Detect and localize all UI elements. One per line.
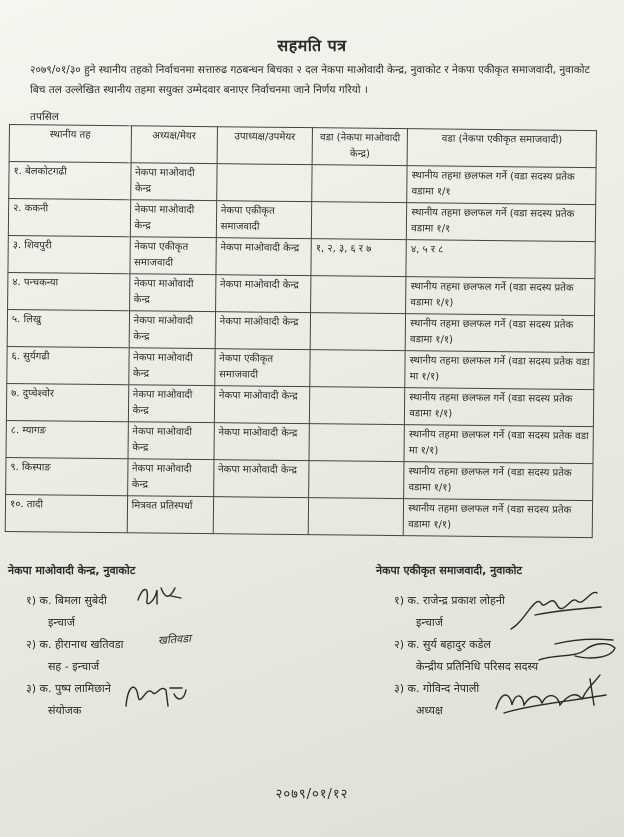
signature-rajendra xyxy=(505,585,605,635)
cell-ward-maoist xyxy=(310,313,406,351)
cell-chair-mayor: नेकपा माओवादी केन्द्र xyxy=(127,459,213,497)
table-row xyxy=(6,383,593,426)
candidate-table xyxy=(5,124,597,538)
cell-local-level: ८. म्यागङ xyxy=(6,420,128,458)
right-signatory-3-role: अध्यक्ष xyxy=(416,704,443,717)
cell-ward-maoist xyxy=(311,202,407,240)
cell-ward-unified: स्थानीय तहमा छलफल गर्ने (वडा सदस्य प्रतेक वडामा १/१ xyxy=(407,166,596,205)
cell-ward-unified: स्थानीय तहमा छलफल गर्ने (वडा सदस्य प्रतेक वडामा १/१) xyxy=(405,314,594,353)
right-signatory-1-role: इन्चार्ज xyxy=(416,616,443,629)
table-row xyxy=(6,420,593,463)
cell-ward-maoist xyxy=(310,387,406,425)
cell-vice-chair: नेकपा माओवादी केन्द्र xyxy=(215,312,311,350)
cell-vice-chair: नेकपा एकीकृत समाजवादी xyxy=(215,349,311,387)
table-row xyxy=(8,199,595,242)
cell-ward-maoist xyxy=(311,276,407,314)
left-signatory-2-name: २) क. हीरानाथ खतिवडा xyxy=(26,638,124,651)
left-signatory-3-name: ३) क. पुष्प लामिछाने xyxy=(26,682,111,695)
cell-chair-mayor: नेकपा माओवादी केन्द्र xyxy=(128,422,214,460)
right-signatory-2-role: केन्द्रीय प्रतिनिधि परिसद सदस्य xyxy=(416,660,539,673)
signature-bimala xyxy=(135,582,185,610)
cell-ward-maoist xyxy=(310,350,406,388)
right-signatory-2-name: २) क. सुर्य बहादुर कडेल xyxy=(394,638,491,651)
cell-vice-chair: नेकपा माओवादी केन्द्र xyxy=(213,460,309,498)
left-signatory-1-name: १) क. बिमला सुबेदी xyxy=(26,594,107,607)
signature-surya xyxy=(535,630,620,670)
signature-khatiwada xyxy=(158,631,192,648)
cell-ward-unified: स्थानीय तहमा छलफल गर्ने (वडा सदस्य प्रतेक वडामा १/१ xyxy=(407,203,596,242)
header-ward-maoist: वडा (नेकपा माओवादी केन्द्र) xyxy=(312,128,408,166)
cell-local-level: १०. तादी xyxy=(5,494,127,532)
cell-local-level: १. बेलकोटगढी xyxy=(9,162,131,200)
header-vice-chair: उपाध्यक्ष/उपमेयर xyxy=(217,127,313,165)
footer-date: २०७९/०१/१२ xyxy=(275,787,349,802)
cell-chair-mayor: नेकपा माओवादी केन्द्र xyxy=(128,385,214,423)
header-chair-mayor: अध्यक्ष/मेयर xyxy=(131,126,217,164)
cell-chair-mayor: नेकपा माओवादी केन्द्र xyxy=(130,163,216,201)
right-signatory-3-name: ३) क. गोविन्द नेपाली xyxy=(394,682,480,695)
cell-vice-chair: नेकपा माओवादी केन्द्र xyxy=(214,423,310,461)
cell-vice-chair: नेकपा माओवादी केन्द्र xyxy=(214,386,310,424)
cell-chair-mayor: मित्रवत प्रतिस्पर्धा xyxy=(127,496,213,534)
cell-ward-maoist xyxy=(309,461,405,499)
cell-ward-maoist xyxy=(308,498,404,536)
left-signatory-1-role: इन्चार्ज xyxy=(48,616,75,629)
signature-gobinda xyxy=(490,665,610,725)
cell-ward-unified: ४, ५ र ८ xyxy=(406,240,595,279)
signature-khatiwada-text: खतिवडा xyxy=(157,631,192,648)
cell-ward-unified: स्थानीय तहमा छलफल गर्ने (वडा सदस्य प्रतेक वडामा १/१) xyxy=(406,277,595,316)
table-row xyxy=(9,162,596,205)
left-signatory-3-role: संयोजक xyxy=(48,704,82,717)
cell-local-level: ७. दुप्चेश्वोर xyxy=(6,383,128,421)
header-local-level: स्थानीय तह xyxy=(9,125,131,163)
cell-vice-chair xyxy=(213,497,309,535)
left-party-heading: नेकपा माओवादी केन्द्र, नुवाकोट xyxy=(8,564,136,577)
cell-chair-mayor: नेकपा माओवादी केन्द्र xyxy=(128,348,214,386)
document-title: सहमति पत्र xyxy=(277,36,347,55)
cell-ward-unified: स्थानीय तहमा छलफल गर्ने (वडा सदस्य प्रतेक वडामा १/१) xyxy=(404,462,593,501)
cell-chair-mayor: नेकपा माओवादी केन्द्र xyxy=(129,274,215,312)
cell-local-level: २. ककनी xyxy=(8,199,130,237)
cell-local-level: ६. सुर्यगढी xyxy=(7,346,129,384)
cell-vice-chair: नेकपा एकीकृत समाजवादी xyxy=(216,201,312,239)
left-signatory-2-role: सह - इन्चार्ज xyxy=(48,660,100,673)
cell-ward-unified: स्थानीय तहमा छलफल गर्ने (वडा सदस्य प्रतेक वडा मा १/१) xyxy=(405,351,594,390)
cell-local-level: ३. शिवपुरी xyxy=(8,235,130,273)
cell-vice-chair: नेकपा माओवादी केन्द्र xyxy=(216,238,312,276)
cell-chair-mayor: नेकपा माओवादी केन्द्र xyxy=(129,311,215,349)
right-party-heading: नेकपा एकीकृत समाजवादी, नुवाकोट xyxy=(376,564,523,577)
cell-local-level: ९. किस्पाङ xyxy=(6,457,128,495)
table-row xyxy=(8,235,595,278)
cell-local-level: ४. पन्चकन्या xyxy=(8,272,130,310)
cell-chair-mayor: नेकपा एकीकृत समाजवादी xyxy=(130,237,216,275)
cell-ward-unified: स्थानीय तहमा छलफल गर्ने (वडा सदस्य प्रतेक वडामा १/१) xyxy=(405,388,594,427)
table-row xyxy=(7,346,594,389)
cell-vice-chair xyxy=(216,164,312,202)
left-party-signatories xyxy=(8,560,135,722)
cell-ward-maoist xyxy=(309,424,405,462)
cell-ward-unified: स्थानीय तहमा छलफल गर्ने (वडा सदस्य प्रतेक वडामा १/१) xyxy=(403,499,592,538)
cell-chair-mayor: नेकपा माओवादी केन्द्र xyxy=(130,200,216,238)
cell-ward-maoist xyxy=(312,165,408,203)
header-ward-unified: वडा (नेकपा एकीकृत समाजवादी) xyxy=(407,129,596,168)
signature-pushpa xyxy=(122,678,192,714)
table-header-row xyxy=(9,125,596,168)
table-row xyxy=(7,309,594,352)
table-row xyxy=(8,272,595,315)
table-row xyxy=(6,457,593,500)
cell-local-level: ५. लिखु xyxy=(7,309,129,347)
table-row xyxy=(5,494,592,537)
tapsil-label: तपसिल xyxy=(30,111,59,123)
cell-ward-maoist: १, २, ३, ६ र ७ xyxy=(311,239,407,277)
intro-paragraph: २०७९/०१/३० हुने स्थानीय तहको निर्वाचनमा सत्तारुढ गठबन्धन बिचका २ दल नेकपा माओवादी केन्द्र, नुवाकोट र नेकपा एकीकृत समाजवादी, नुवाकोट बिच तल उल्लेखित स्थानीय तहमा सयुक्त उम्मेदवार बनाएर निर्वाचनमा जाने निर्णय गरियो । xyxy=(30,64,590,96)
cell-vice-chair: नेकपा माओवादी केन्द्र xyxy=(215,275,311,313)
cell-ward-unified: स्थानीय तहमा छलफल गर्ने (वडा सदस्य प्रतेक वडा मा १/१) xyxy=(404,425,593,464)
right-signatory-1-name: १) क. राजेन्द्र प्रकाश लोहनी xyxy=(394,594,505,607)
